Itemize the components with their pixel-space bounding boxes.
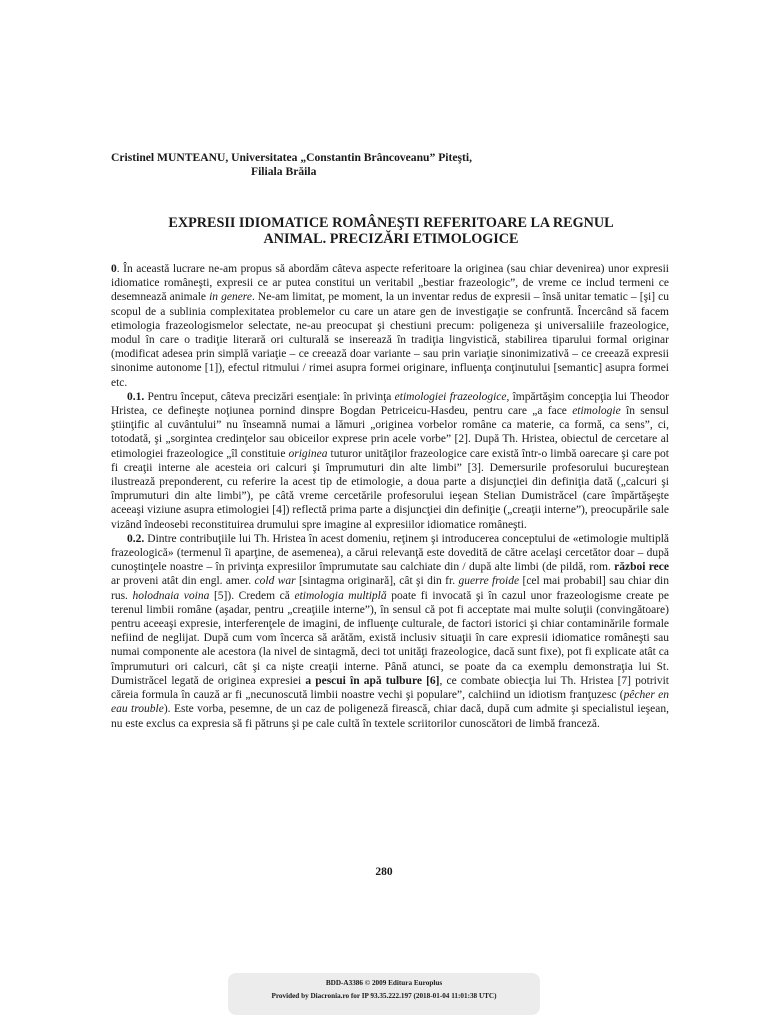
text-run: ar proveni atât din engl. amer. [111,575,255,588]
section-number: 0 [111,263,117,275]
article-body [111,262,669,731]
italic-run: originea [288,447,328,460]
paragraph-0-2 [111,532,669,731]
paragraph-0-1 [111,390,669,532]
italic-run: etimologiei frazeologice [394,390,507,403]
italic-run: in genere [209,291,252,304]
text-run: [cel mai probabil] sau chiar din rus. [111,575,669,602]
author-line-1: Cristinel MUNTEANU, Universitatea „Constantin Brâncoveanu” Piteşti, [111,151,472,164]
author-affiliation [111,151,671,179]
bold-run: război rece [614,561,669,574]
italic-run: holodnaia voina [132,589,210,602]
author-line-2: Filiala Brăila [251,165,317,178]
text-run: în sensul ştiinţific al cuvântului” nu înseamnă numai a lămuri „originea vorbelor române ca materie, ca formă, ca sens”, ci, totodată, şi „sorgintea credinţelor sau obiceilor exprese prin acele vorbe” [2]. După Th. Hristea, obiectul de cercetare al etimologiei frazeologice „îl constituie [111,405,669,460]
title-line-1: EXPRESII IDIOMATICE ROMÂNEŞTI REFERITOARE LA REGNUL [168,215,614,231]
section-number: 0.1. [127,390,145,403]
text-run: . În această lucrare ne-am propus să abordăm câteva aspecte referitoare la originea (sau chiar devenirea) unor expresii idiomatice româneşti, expresii ce ar putea constitui un veritabil „bestiar frazeologic”, de vreme ce includ termeni ce desemnează animale [111,263,669,304]
page-number: 280 [375,866,393,878]
italic-run: pêcher en eau trouble [111,689,669,716]
text-run: , ce combate obiecţia lui Th. Hristea [7] potrivit căreia formula în cauză ar fi „necunoscută limbii noastre vechi şi populare”, calchiind un idiotism franţuzesc ( [111,674,670,702]
text-run: ). Este vorba, pesemne, de un caz de poligeneză firească, chiar dacă, după cum admite şi specialistul ieşean, nu este exclus ca expresia să fi pătruns şi pe cale cultă în textele scriitorilor cunoscători de limbă franceză. [111,703,669,730]
article-title [111,215,671,247]
text-run: [5]). Credem că [209,589,295,602]
text-run: Pentru început, câteva precizări esenţiale: în privinţa [144,390,395,403]
italic-run: guerre froide [458,575,520,588]
bold-run: a pescui în apă tulbure [6] [305,674,440,687]
italic-run: etimologie [572,405,621,418]
text-run: [sintagma originară], cât şi din fr. [295,575,459,588]
italic-run: cold war [254,575,296,588]
text-run: Dintre contribuţiile lui Th. Hristea în acest domeniu, reţinem şi introducerea conceptului de «etimologie multiplă frazeologică» (termenul îi aparţine, de asemenea), a cărui relevanţă este dovedită de către acelaşi cercetător doar – după cunoştinţele noastre – în privinţa expresiilor împrumutate sau calchiate din / după alte limbi (de pildă, rom. [111,532,669,574]
text-run: . Ne-am limitat, pe moment, la un inventar redus de expresii – însă unitar tematic – [şi] cu scopul de a sublinia complexitatea problemelor cu care un atare gen de investigaţie se confruntă. Încercând să facem etimologia frazeologismelor selectate, ne-au preocupat şi chestiuni precum: poligeneza şi universaliile frazeologice, modul în care o tradiţie literară ori culturală se inserează în tradiţia lingvistică, stabilirea tiparului formal originar (modificat adesea prin simplă variaţie – ce creează doar variante – sau prin variaţie sinonimizativă – ce creează expresii sinonime autonome [1]), efectul ritmului / rimei asupra formei originare, influenţa conţinutului [semantic] asupra formei etc. [111,291,669,389]
provenance-footer [228,973,540,1015]
text-run: tuturor unităţilor frazeologice care există într-o limbă oarecare şi care pot fi creaţii interne ale acesteia ori calcuri şi împrumuturi din alte limbi” [3]. Demersurile profesorului bucureştean ilustrează preponderent, cu referire la acest tip de etimologie, a doua parte a disjuncţiei din definiţia dată („calcuri şi împrumuturi din alte limbi”), pe câtă vreme cercetările profesorului ieşean Stelian Dumistrăcel (care împărtăşeşte aceeaşi viziune asupra etimologiei [4]) reflectă prima parte a disjuncţiei din definiţie („creaţii interne”), preocupările sale vizând îndeosebi reconstituirea drumului spre imagine al expresiilor idiomatice româneşti. [111,447,669,531]
section-number: 0.2. [127,532,145,545]
italic-run: etimologia multiplă [294,589,387,602]
footer-line-1: BDD-A3386 © 2009 Editura Europlus [325,979,443,987]
footer-line-2: Provided by Diacronia.ro for IP 93.35.222.197 (2018-01-04 11:01:38 UTC) [271,992,497,1000]
text-run: poate fi invocată şi în cazul unor frazeologisme create pe terenul limbii române (aşadar, pentru „creaţiile interne”), în sensul că pot fi acceptate mai multe soluţii (convingătoare) pentru aceeaşi expresie, interferenţele de imagini, de influenţe culturale, de factori istorici şi chiar contaminările formale nefiind de neglijat. După cum vom încerca să arătăm, există inclusiv situaţii în care expresii idiomatice româneşti sau numai componente ale acestora (la nivel de sintagmă, deci tot unităţi frazeologice, dacă sunt fixe), pot fi explicate atât ca împrumuturi ori calcuri, cât şi ca nişte creaţii interne. Până atunci, se poate da ca exemplu demonstraţia lui St. Dumistrăcel legată de originea expresiei [111,589,669,687]
title-line-2: ANIMAL. PRECIZĂRI ETIMOLOGICE [263,231,519,247]
paragraph-0 [111,262,669,390]
text-run: , împărtăşim concepţia lui Theodor Hristea, ce defineşte noţiunea pornind dinspre Bogdan Petriceicu-Hasdeu, pentru care „a face [111,390,669,418]
